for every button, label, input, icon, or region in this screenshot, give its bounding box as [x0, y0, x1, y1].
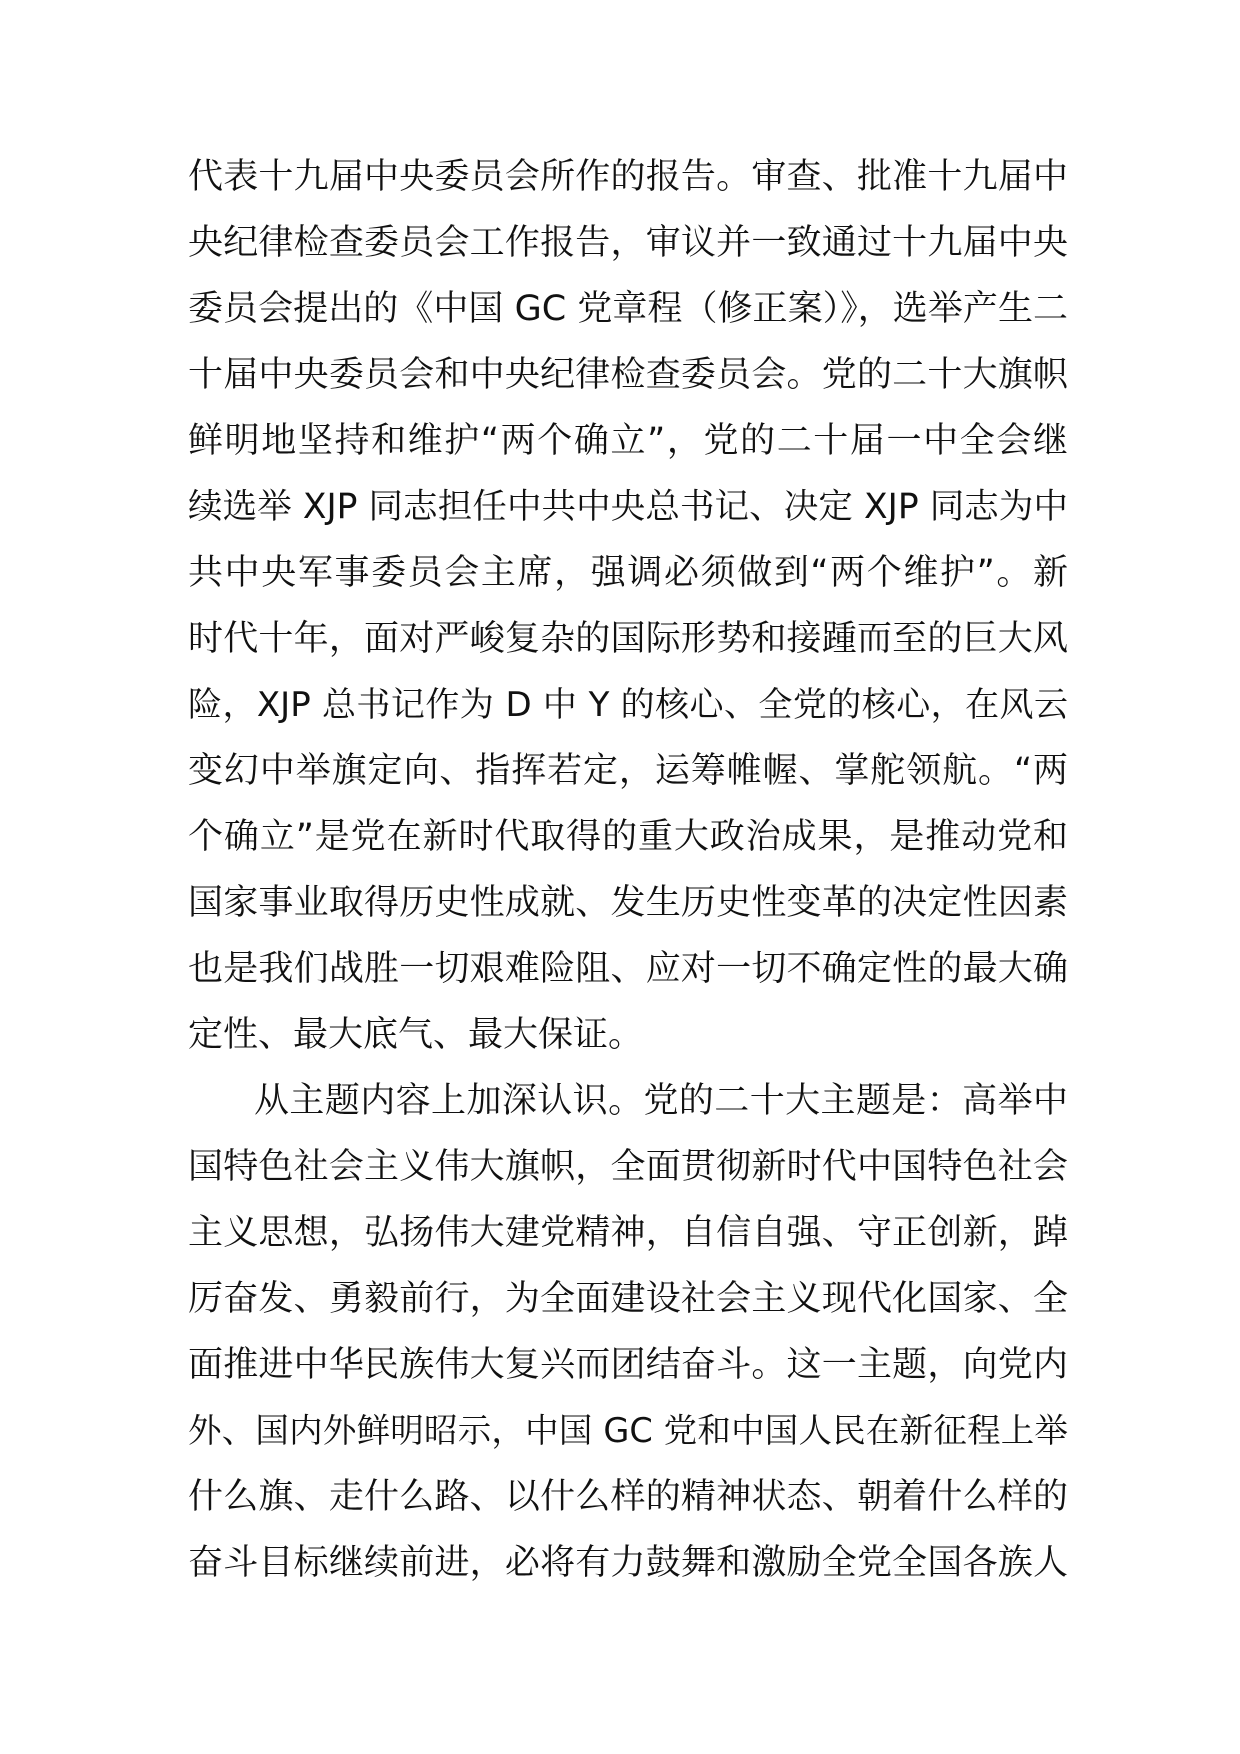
text-line: 央纪律检查委员会工作报告，审议并一致通过十九届中央 — [188, 223, 1068, 263]
text-line: 面推进中华民族伟大复兴而团结奋斗。这一主题，向党内 — [188, 1345, 1068, 1385]
text-line: 共中央军事委员会主席，强调必须做到“两个维护”。新 — [188, 553, 1068, 593]
text-line: 十届中央委员会和中央纪律检查委员会。党的二十大旗帜 — [188, 355, 1068, 395]
text-line: 委员会提出的《中国 GC 党章程（修正案）》，选举产生二 — [188, 289, 1068, 329]
text-line: 也是我们战胜一切艰难险阻、应对一切不确定性的最大确 — [188, 949, 1068, 989]
text-line: 变幻中举旗定向、指挥若定，运筹帷幄、掌舵领航。“两 — [188, 751, 1068, 791]
text-line: 时代十年，面对严峻复杂的国际形势和接踵而至的巨大风 — [188, 619, 1068, 659]
text-line: 鲜明地坚持和维护“两个确立”，党的二十届一中全会继 — [188, 421, 1068, 461]
text-line: 国家事业取得历史性成就、发生历史性变革的决定性因素 — [188, 883, 1068, 923]
text-line: 什么旗、走什么路、以什么样的精神状态、朝着什么样的 — [188, 1477, 1068, 1517]
text-line: 个确立”是党在新时代取得的重大政治成果，是推动党和 — [188, 817, 1068, 857]
paragraph-first-line: 从主题内容上加深认识。党的二十大主题是：高举中 — [254, 1081, 1068, 1121]
text-line: 国特色社会主义伟大旗帜，全面贯彻新时代中国特色社会 — [188, 1147, 1068, 1187]
text-line: 主义思想，弘扬伟大建党精神，自信自强、守正创新，踔 — [188, 1213, 1068, 1253]
text-line: 奋斗目标继续前进，必将有力鼓舞和激励全党全国各族人 — [188, 1543, 1068, 1583]
text-line: 险，XJP 总书记作为 D 中 Y 的核心、全党的核心，在风云 — [188, 685, 1068, 725]
text-line: 续选举 XJP 同志担任中共中央总书记、决定 XJP 同志为中 — [188, 487, 1068, 527]
text-line: 厉奋发、勇毅前行，为全面建设社会主义现代化国家、全 — [188, 1279, 1068, 1319]
text-line: 外、国内外鲜明昭示，中国 GC 党和中国人民在新征程上举 — [188, 1411, 1068, 1450]
text-line: 定性、最大底气、最大保证。 — [188, 1015, 644, 1055]
text-line: 代表十九届中央委员会所作的报告。审查、批准十九届中 — [188, 157, 1068, 197]
